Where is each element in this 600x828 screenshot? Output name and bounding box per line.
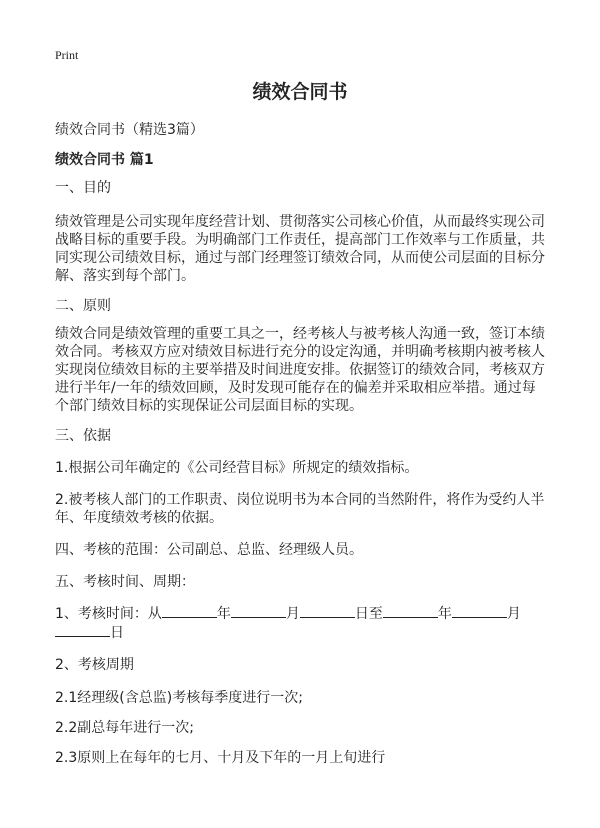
blank-field[interactable]: [452, 604, 507, 618]
heading-purpose: 一、目的: [55, 180, 111, 196]
cycle-item-1: 2.1经理级(含总监)考核每季度进行一次;: [55, 690, 303, 706]
blank-field[interactable]: [383, 604, 438, 618]
year-label: 年: [437, 606, 452, 622]
paragraph-principle: 绩效合同是绩效管理的重要工具之一，经考核人与被考核人沟通一致，签订本绩效合同。考核双方应对绩效目标进行充分的设定沟通，并明确考核期内被考核人实现岗位绩效目标的主要举措及时间进度安排。依据签订的绩效合同，考核双方进行半年/一年的绩效回顾，及时发现可能存在的偏差并采取相应举措。通过每个部门绩效目标的实现保证公司层面目标的实现。: [55, 326, 545, 414]
blank-field[interactable]: [55, 623, 110, 637]
basis-item-1: 1.根据公司年确定的《公司经营目标》所规定的绩效指标。: [55, 460, 419, 476]
heading-basis: 三、依据: [55, 428, 111, 444]
day-to-label: 日至: [354, 606, 383, 622]
section-title: 绩效合同书 篇1: [55, 152, 154, 168]
time-prefix: 1、考核时间：从: [55, 606, 162, 622]
blank-field[interactable]: [300, 604, 355, 618]
cycle-item-3: 2.3原则上在每年的七月、十月及下年的一月上旬进行: [55, 750, 386, 766]
blank-field[interactable]: [231, 604, 286, 618]
heading-principle: 二、原则: [55, 298, 111, 314]
document-title: 绩效合同书: [252, 81, 348, 103]
cycle-heading: 2、考核周期: [55, 657, 134, 673]
month-label: 月: [506, 606, 521, 622]
print-label[interactable]: Print: [55, 48, 79, 62]
month-label: 月: [285, 606, 300, 622]
document-subtitle: 绩效合同书（精选3篇）: [55, 122, 204, 138]
basis-item-2: 2.被考核人部门的工作职责、岗位说明书为本合同的当然附件，将作为受约人半年、年度绩效考核的依据。: [55, 492, 545, 526]
assessment-time-line: [55, 604, 547, 642]
cycle-item-2: 2.2副总每年进行一次;: [55, 720, 194, 736]
scope-text: 四、考核的范围：公司副总、总监、经理级人员。: [55, 542, 363, 558]
day-label: 日: [110, 625, 124, 641]
year-label: 年: [216, 606, 231, 622]
heading-time: 五、考核时间、周期：: [55, 574, 195, 590]
paragraph-purpose: 绩效管理是公司实现年度经营计划、贯彻落实公司核心价值，从而最终实现公司战略目标的重要手段。为明确部门工作责任，提高部门工作效率与工作质量，共同实现公司绩效目标，通过与部门经理签订绩效合同，从而使公司层面的目标分解、落实到每个部门。: [55, 214, 545, 284]
blank-field[interactable]: [162, 604, 217, 618]
